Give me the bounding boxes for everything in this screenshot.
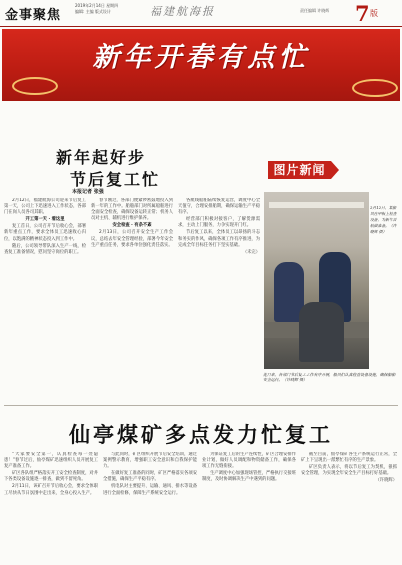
article-end-mark: （未完） [242, 249, 260, 255]
top-headline-line1: 新年起好步 [56, 148, 147, 167]
top-headline-line2: 节后复工忙 [70, 170, 161, 189]
person-figure [299, 302, 344, 362]
page-number: 7 [355, 1, 370, 26]
photo-caption-right: 2月12日，某船员在甲板上检查设备，为新年首航做准备。（许晓辉 摄） [370, 205, 397, 234]
top-article-col3 [178, 198, 260, 404]
cloud-ornament [352, 79, 398, 97]
paragraph: 机电队对主要提升、运输、通风、排水等设备进行全面检修，保障生产系统安全运行。 [103, 484, 197, 496]
bottom-article-col2 [103, 452, 197, 560]
ceiling-light [269, 202, 364, 208]
paragraph: 2月12日，福建航海公司迎来节后复工第一天，公司上下迅速进入工作状态，各部门在岗人员各司其职。 [4, 198, 86, 216]
paragraph: 与此同时，矿区组织开展节后安全培训，通过案例警示教育，增强职工安全意识和自我保护能力。 [103, 452, 197, 470]
page-suffix: 版 [370, 9, 378, 18]
paragraph: 复工首日，公司召开节后收心会，部署新年重点工作，要求全体员工迅速收心归位，以饱满的精神状态投入到工作中。 [4, 224, 86, 242]
responsible-editor: 责任编辑 许晓辉 [300, 8, 330, 13]
top-article-col2 [91, 198, 173, 404]
paragraph: 在做好复工准备的同时，矿区严格落实各项安全措施，确保生产平稳有序。 [103, 471, 197, 483]
banner [2, 29, 400, 101]
paper-name: 福建航海报 [150, 5, 215, 18]
paragraph: 经营部门积极对接客户，了解货源需求，主动上门服务，力争实现开门红。 [178, 217, 260, 229]
section-head: 开工第一天 · 看这里 [25, 217, 65, 223]
editor-line: 编辑: 主编 版式设计 [75, 9, 111, 14]
bottom-article-col1 [4, 452, 98, 560]
paragraph: 为保证复工后的生产连续性，矿区合理安排作业计划，做好人员调配和物资储备工作，确保各项工作无缝衔接。 [202, 452, 296, 470]
masthead [0, 0, 402, 27]
paragraph: 各航线船舶陆续恢复运营，调度中心全天值守，合理安排船期，确保运输生产平稳有序。 [178, 198, 260, 216]
article-end-mark: （许晓辉） [375, 478, 397, 484]
paragraph: 矿区各队组严格落实开工安全检查制度，对井下各类设备设施逐一排查，做到不留死角。 [4, 471, 98, 483]
top-article-col1 [4, 198, 86, 404]
paragraph: 随后，公司领导带队深入生产一线，检查复工准备情况，慰问坚守岗位的职工。 [4, 243, 86, 255]
photo-caption-bottom: 连日来，各部门节后复工工作有序开展，船员们认真检查设备设施，确保船舶安全运行。（许晓辉 摄） [263, 372, 396, 383]
paragraph: 节后复工以来，全体员工以昂扬的斗志和务实的作风，确保各项工作有序推进，为完成全年目标任务打下坚实基础。 [178, 230, 260, 248]
paragraph: 2月13日，公司召开安全生产工作会议，总结去年安全管理经验，部署今年安全生产重点任务，要求各单位强化责任落实。 [91, 230, 173, 248]
bottom-article-col4 [301, 452, 397, 560]
news-photo [264, 192, 369, 369]
section-head: 安全检查 · 有条不紊 [112, 223, 152, 229]
paragraph: 春节刚过，各部门便紧锣密鼓地投入到新一年的工作中。船舶部门对所属船舶进行全面安全检查，确保设备运转正常；机务人员对主机、辅机进行维护保养。 [91, 198, 173, 222]
paragraph: 2月11日，该矿召开节后收心会，要求全体职工尽快从节日氛围中走出来，全身心投入生产。 [4, 484, 98, 496]
paragraph: 生产调度中心加强现场管控，严格执行交接班制度，及时协调解决生产中遇到的问题。 [202, 471, 296, 483]
paragraph: 截至目前，仙亭煤矿各生产系统运行正常，全矿上下呈现出一派繁忙有序的生产景象。 [301, 452, 397, 464]
paragraph: “大家要安全第一，认真检查每一处隐患！”春节过后，仙亭煤矿迅速组织人员开展复工复产准备工作。 [4, 452, 98, 470]
cloud-ornament [12, 77, 58, 95]
date-line: 2019年2月14日 星期四 [75, 3, 119, 8]
section-title: 金事聚焦 [5, 8, 62, 23]
bottom-headline: 仙亭煤矿多点发力忙复工 [69, 422, 333, 447]
byline: 本报记者 张强 [72, 189, 104, 195]
paragraph: 矿区负责人表示，将以节后复工为契机，狠抓安全管理，为实现全年安全生产目标打好基础。 [301, 465, 397, 477]
bottom-article-col3 [202, 452, 296, 560]
section-divider [4, 405, 398, 406]
banner-title: 新年开春有点忙 [92, 42, 310, 73]
picture-news-label: 图片新闻 [268, 161, 331, 179]
